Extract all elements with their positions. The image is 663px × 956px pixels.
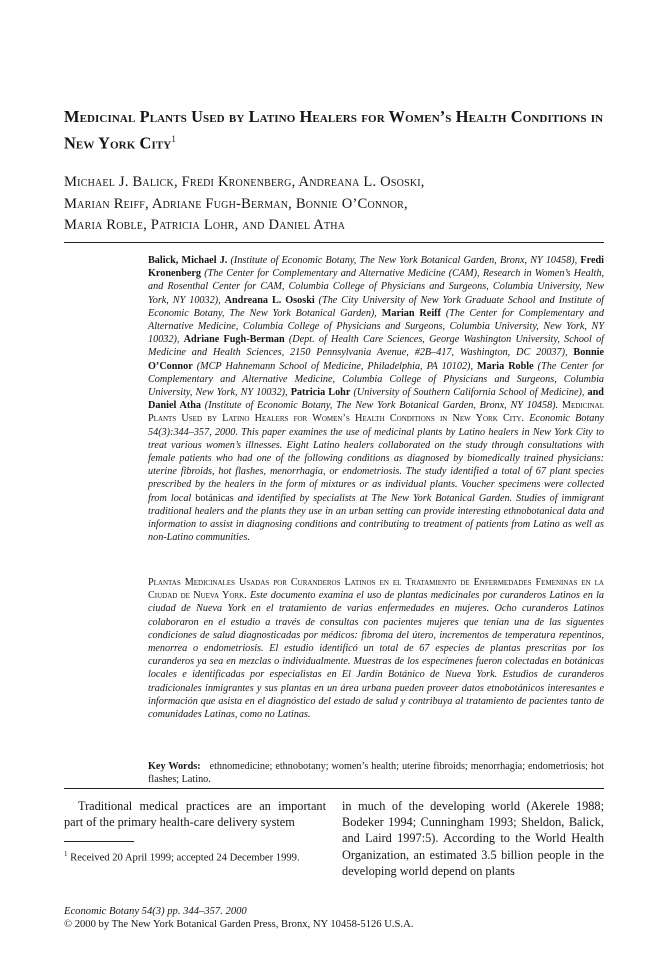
left-column <box>64 798 326 830</box>
abstract-rule <box>64 788 604 789</box>
title-footnote-mark: 1 <box>171 134 176 144</box>
affiliation: (Institute of Economic Botany, The New York Botanical Garden, Bronx, NY 10458), <box>227 255 581 266</box>
resumen-title: Plantas Medicinales Usadas por Curanderos Latinos en el Tratamiento de Enfermedades Femeninas en la Ciudad de Nueva York. <box>148 577 604 602</box>
affiliation: (The Center for Complementary and Alternative Medicine, Columbia College of Physicians and Surgeons, Columbia University, New York, NY 10032), <box>148 307 604 346</box>
author-name: Andreana L. Ososki <box>224 294 315 306</box>
abstract-paper-title: Medicinal Plants Used by Latino Healers for Women’s Health Conditions in New York City. <box>148 400 605 425</box>
article-title <box>64 106 604 154</box>
author-line: Michael J. Balick, Fredi Kronenberg, Andreana L. Ososki, <box>64 174 425 190</box>
intro-paragraph-continued: in much of the developing world (Akerele 1988; Bodeker 1994; Cunningham 1993; Sheldon, Balick, and Laird 1997:5). According to the World Health Organization, an estimated 3.5 billion people in the developing world depend on plants <box>342 799 604 878</box>
author-name: Fredi Kronenberg <box>148 255 604 280</box>
header-rule <box>64 242 604 243</box>
author-name: Maria Roble <box>477 360 534 372</box>
journal-citation: Economic Botany 54(3) pp. 344–357. 2000 <box>64 906 247 917</box>
abstract-term: botánicas <box>195 492 234 504</box>
author-line: Maria Roble, Patricia Lohr, and Daniel Atha <box>64 217 346 233</box>
abstract-body: This paper examines the use of medicinal plants by Latino healers in New York City to treat various women’s illnesses. Eight Latino healers collaborated on the study through consultations with female patients who had one of the following conditions as diagnosed by biomedically trained physicians: uterine fibroids, hot flashes, menorrhagia, or endometriosis. The study identified a total of 67 plant species prescribed by the healers in the form of mixtures or as individual plants. Voucher specimens were collected from local <box>148 426 604 504</box>
author-name: Bonnie O’Connor <box>148 347 604 372</box>
abstract-body-end: and identified by specialists at The New York Botanical Garden. Studies of immigrant traditional healers and the plants they use in an urban setting can provide interesting ethnobotanical data and information to assist in diagnosing conditions and contributing to treatment of patients from Latino as well as non-Latino communities. <box>148 492 604 544</box>
article-title-text: Medicinal Plants Used by Latino Healers for Women’s Health Conditions in New York City <box>64 107 604 153</box>
conjunction: and <box>587 387 604 399</box>
author-list <box>64 172 624 237</box>
footnote-text: Received 20 April 1999; accepted 24 December 1999. <box>70 852 300 864</box>
affiliation: (Dept. of Health Care Sciences, George Washington University, School of Medicine and Health Sciences, 2150 Pennsylvania Avenue, #2B–417, Washington, DC 20037), <box>148 334 604 359</box>
affiliation: (The Center for Complementary and Alternative Medicine (CAM), Research in Women’s Health, and Rosenthal Center for CAM, Columbia College of Physicians and Surgeons, Columbia University, New York, NY 10032), <box>148 268 604 306</box>
resumen-body: Este documento examina el uso de plantas medicinales por curanderos Latinos en la ciudad de Nueva York en el tratamiento de varias enfermedades en mujeres. Ocho curanderos Latinos colaboraron en el estudio a través de consultas con pacientes mujeres que tenían una de las siguentes condiciones de salud diagnosticadas por médicos: fibroma del útero, incrementos de temperatura repentinos, menorrea o endometriosis. El estudio identificó un total de 67 especies de plantas prescritas por los curanderos ya sea en mezclas o individualmente. Muestras de los especímenes fueron colectadas en botánicas locales e identificadas por especialistas en El Jardín Botánico de Nueva York. Estudios de curanderos tradicionales inmigrantes y sus plantas en un área urbana pueden proveer datos etnobotánicos interesantes e información que asista en el diagnóstico del estado de salud y contribuya al tratamiento de pacientes tanto de comunidades Latinas, como no Latinas. <box>148 590 604 721</box>
author-name: Adriane Fugh-Berman <box>183 334 285 346</box>
footnote-rule <box>64 841 134 842</box>
affiliation: (Institute of Economic Botany, The New York Botanical Garden, Bronx, NY 10458). <box>201 400 562 412</box>
footnote-mark: 1 <box>64 850 68 858</box>
author-name: Daniel Atha <box>148 400 202 412</box>
affiliation: (MCP Hahnemann School of Medicine, Philadelphia, PA 10102), <box>192 360 478 372</box>
affiliation: (The City University of New York Graduate School and Institute of Economic Botany, The New York Botanical Garden), <box>148 294 605 319</box>
journal-footer <box>64 905 604 931</box>
author-name: Marian Reiff <box>381 307 441 319</box>
keywords <box>148 760 604 786</box>
right-column <box>342 798 604 879</box>
footnote <box>64 848 326 865</box>
keywords-label: Key Words: <box>148 761 201 772</box>
author-line: Marian Reiff, Adriane Fugh-Berman, Bonnie O’Connor, <box>64 195 408 212</box>
abstract <box>148 254 604 544</box>
affiliation: (The Center for Complementary and Alternative Medicine, Columbia College of Physicians and Surgeons, Columbia University, New York, NY 10032), <box>148 360 604 399</box>
resumen <box>148 576 604 721</box>
abstract-citation: Economic Botany 54(3):344–357, 2000. <box>148 413 604 438</box>
author-name: Patricia Lohr <box>290 387 351 399</box>
keywords-text: ethnomedicine; ethnobotany; women’s health; uterine fibroids; menorrhagia; endometriosis; hot flashes; Latino. <box>148 761 604 786</box>
author-name: Balick, Michael J. <box>148 255 228 266</box>
affiliation: (University of Southern California School of Medicine), <box>350 387 588 399</box>
intro-paragraph: Traditional medical practices are an important part of the primary health-care delivery system <box>64 799 326 830</box>
copyright: © 2000 by The New York Botanical Garden Press, Bronx, NY 10458-5126 U.S.A. <box>64 919 414 931</box>
